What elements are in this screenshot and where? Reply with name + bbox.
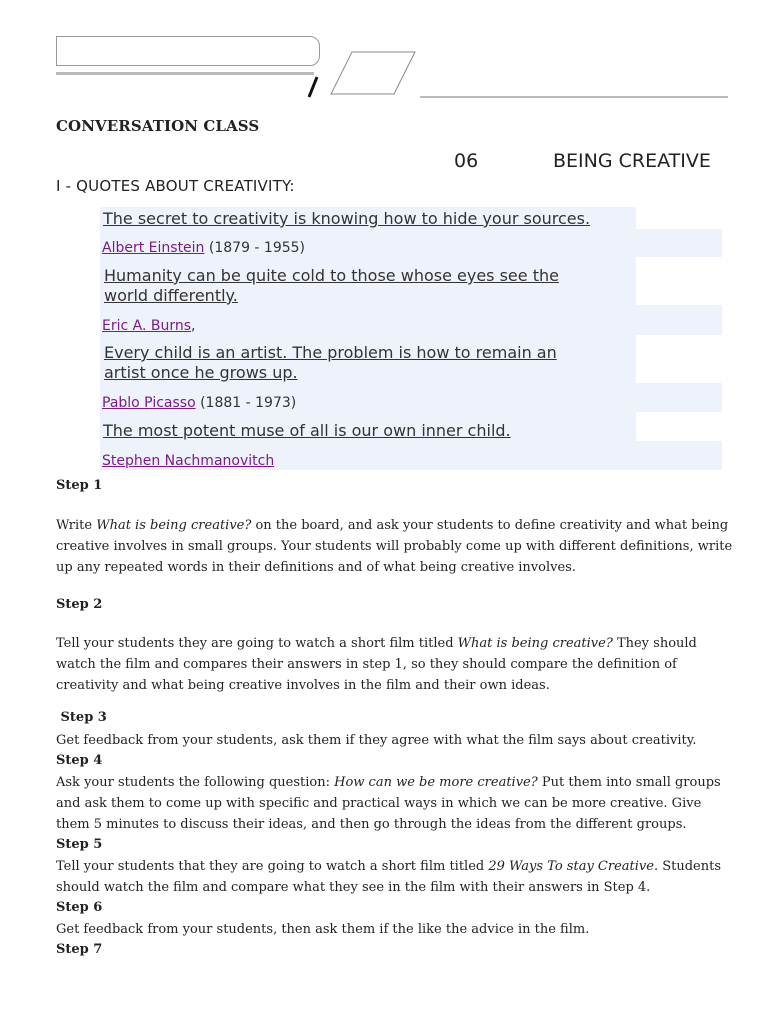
- step-heading: Step 2: [56, 597, 103, 612]
- text: Write: [56, 518, 97, 533]
- step-paragraph: [56, 772, 736, 835]
- step-heading: Step 4: [56, 753, 103, 768]
- step-paragraph: [56, 633, 736, 696]
- author-meta: (1881 - 1973): [195, 395, 297, 411]
- text: . Students should watch the film and compare what they see in the film with their answers in Step 4.: [56, 859, 722, 895]
- quote-author: [102, 318, 195, 334]
- step-heading: Step 6: [56, 900, 103, 915]
- step-heading: Step 5: [56, 837, 103, 852]
- step-paragraph: Get feedback from your students, then ask them if the like the advice in the film.: [56, 922, 590, 937]
- quote-author: [102, 453, 274, 469]
- quote-text: [104, 343, 557, 383]
- author-meta: ,: [191, 318, 196, 334]
- author-link[interactable]: Pablo Picasso: [102, 395, 196, 411]
- quote-author: [102, 240, 305, 256]
- author-link[interactable]: Eric A. Burns: [102, 318, 192, 334]
- quote-line: world differently.: [104, 286, 238, 305]
- quote-author: [102, 395, 296, 411]
- quote-line: artist once he grows up.: [104, 363, 298, 382]
- step-paragraph: [56, 856, 736, 898]
- italic-text: What is being creative?: [96, 518, 252, 533]
- header-parallelogram: [330, 51, 416, 95]
- step-heading: Step 3: [56, 710, 107, 725]
- quote-line: Every child is an artist. The problem is how to remain an: [104, 343, 557, 362]
- text: Tell your students that they are going to watch a short film titled: [56, 859, 489, 874]
- step-heading: Step 1: [56, 478, 103, 493]
- header-title-box: [56, 36, 320, 66]
- class-title: CONVERSATION CLASS: [56, 117, 260, 135]
- quote-text: [104, 266, 559, 306]
- text: on the board, and ask your students to define creativity and what being creative involves in small groups. Your students will probably come up with different definitions, write up any repeated words in their definitions and of what being creative involves.: [56, 518, 733, 575]
- author-link[interactable]: Albert Einstein: [102, 240, 205, 256]
- text: Put them into small groups and ask them to come up with specific and practical ways in which we can be more creative. Give them 5 minutes to discuss their ideas, and then go through the ideas from the different groups.: [56, 775, 721, 832]
- text: Tell your students they are going to watch a short film titled: [56, 636, 458, 651]
- unit-title: BEING CREATIVE: [553, 150, 711, 172]
- header-rule: [420, 96, 728, 98]
- italic-text: What is being creative?: [457, 636, 613, 651]
- step-paragraph: [56, 515, 736, 578]
- unit-number: 06: [454, 150, 479, 172]
- header-underline: [56, 72, 314, 75]
- author-meta: (1879 - 1955): [204, 240, 306, 256]
- step-heading: Step 7: [56, 942, 103, 957]
- header-slash: [306, 76, 320, 98]
- step-paragraph: Get feedback from your students, ask them if they agree with what the film says about creativity.: [56, 733, 697, 748]
- quote-text: The most potent muse of all is our own inner child.: [103, 421, 511, 440]
- quote-text: The secret to creativity is knowing how to hide your sources.: [103, 209, 591, 228]
- section-title: I - QUOTES ABOUT CREATIVITY:: [56, 177, 295, 195]
- text: They should watch the film and compares their answers in step 1, so they should compare the definition of creativity and what being creative involves in the film and their own ideas.: [56, 636, 697, 693]
- italic-text: How can we be more creative?: [334, 775, 538, 790]
- italic-text: 29 Ways To stay Creative: [488, 859, 654, 874]
- author-link[interactable]: Stephen Nachmanovitch: [102, 453, 275, 469]
- quote-line: Humanity can be quite cold to those whose eyes see the: [104, 266, 559, 285]
- text: Ask your students the following question:: [56, 775, 335, 790]
